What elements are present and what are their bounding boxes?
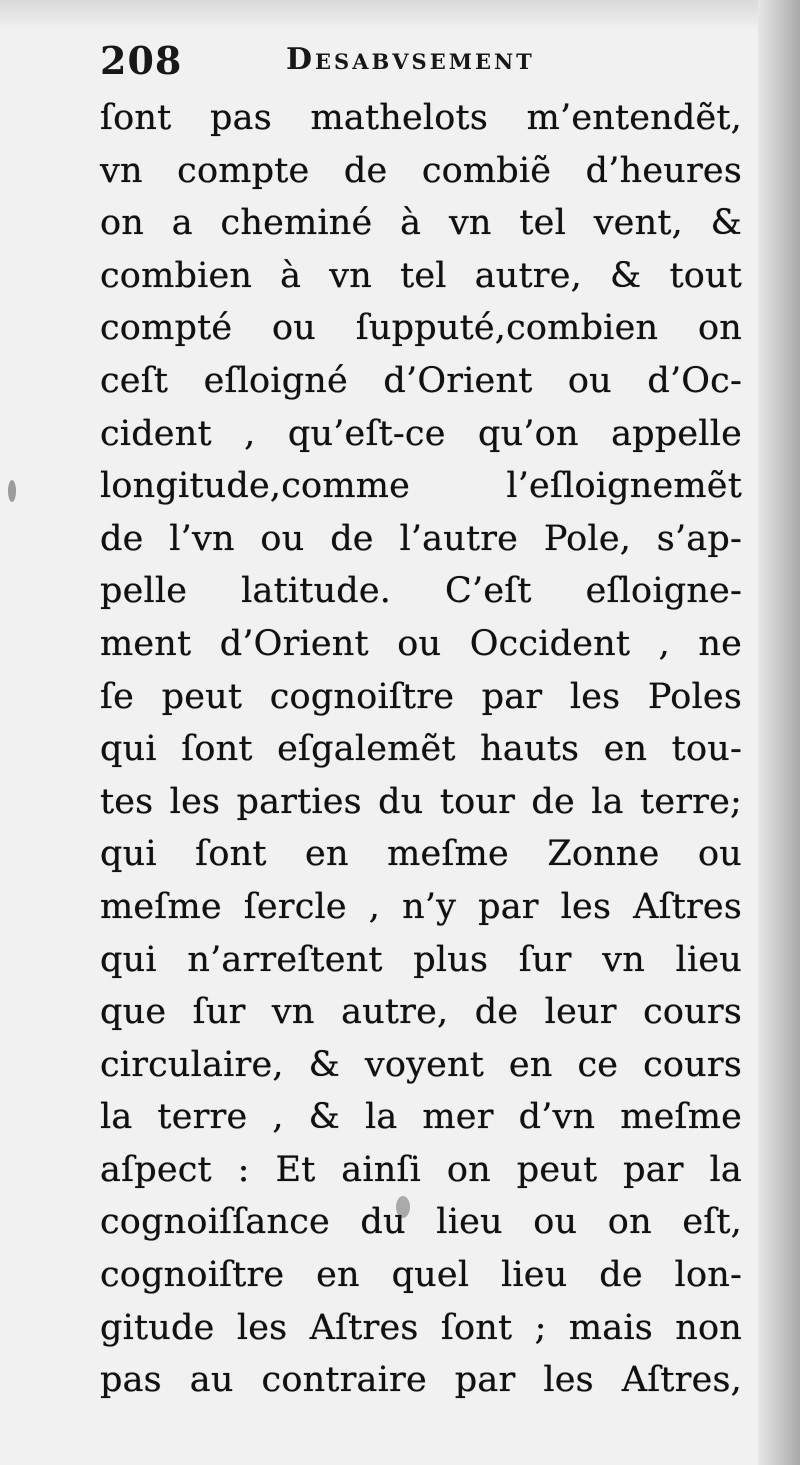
running-title: Desabvsement (286, 42, 535, 77)
text-line: qui ſont eſgalemẽt hauts en tou- (100, 729, 742, 770)
text-line: compté ou ſupputé,combien on (100, 308, 742, 349)
text-line: de l’vn ou de l’autre Pole, s’ap- (100, 518, 742, 559)
text-line: cident , qu’eſt-ce qu’on appelle (100, 413, 742, 454)
page-header (100, 38, 740, 90)
text-line: on a cheminé à vn tel vent, & (100, 203, 742, 244)
text-line: gitude les Aſtres ſont ; mais non (100, 1307, 742, 1348)
text-line: que ſur vn autre, de leur cours (100, 992, 742, 1033)
text-line: pelle latitude. C’eſt eſloigne- (100, 571, 742, 612)
text-line: longitude,comme l’eſloignemẽt (100, 466, 742, 507)
text-line: la terre , & la mer d’vn meſme (100, 1097, 742, 1138)
text-line: combien à vn tel autre, & tout (100, 255, 742, 296)
text-line: cognoiſſance du lieu ou on eſt, (100, 1202, 742, 1243)
page-binding-edge (758, 0, 800, 1465)
text-line: cognoiſtre en quel lieu de lon- (100, 1255, 742, 1296)
page-number: 208 (100, 38, 183, 83)
text-line: vn compte de combiẽ d’heures (100, 150, 742, 191)
text-line: ceſt eſloigné d’Orient ou d’Oc- (100, 360, 742, 401)
page-top-shadow (0, 0, 800, 30)
text-line: ment d’Orient ou Occident , ne (100, 623, 742, 664)
text-line: qui n’arreſtent plus ſur vn lieu (100, 939, 742, 980)
body-text (100, 92, 742, 1407)
text-line: aſpect : Et ainſi on peut par la (100, 1149, 742, 1190)
text-line: circulaire, & voyent en ce cours (100, 1044, 742, 1085)
text-line: ſont pas mathelots m’entendẽt, (100, 98, 742, 138)
text-line: pas au contraire par les Aſtres, (100, 1360, 742, 1401)
text-line: ſe peut cognoiſtre par les Poles (100, 676, 742, 717)
text-line: meſme ſercle , n’y par les Aſtres (100, 886, 742, 927)
text-line: tes les parties du tour de la terre; (100, 781, 742, 822)
scan-speck (8, 480, 16, 502)
text-line: qui ſont en meſme Zonne ou (100, 834, 742, 875)
